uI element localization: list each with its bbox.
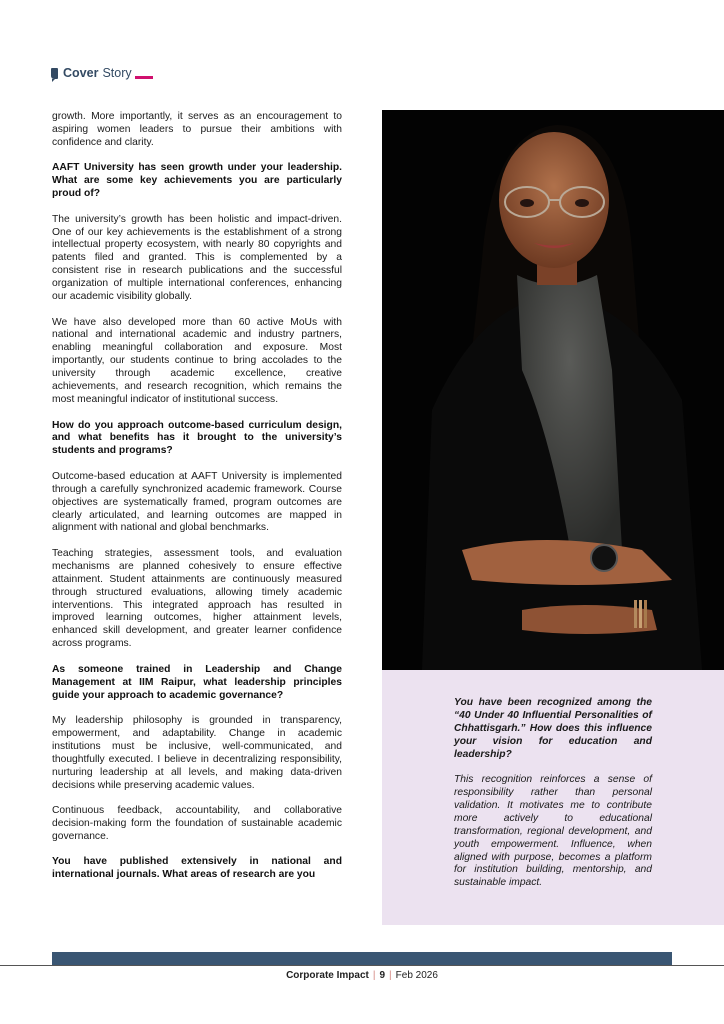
section-header xyxy=(51,66,153,80)
paragraph-answer: growth. More importantly, it serves as an encouragement to aspiring women leaders to pursue their ambitions with confidence and clarity. xyxy=(52,111,342,148)
page-footer xyxy=(0,970,724,981)
quote-mark-icon xyxy=(51,68,58,79)
paragraph-answer: Teaching strategies, assessment tools, and evaluation mechanisms are planned cohesively to ensure effective attainment. Student attainments are continuously measured through structured evaluations, allowing timely academic interventions. This integrated approach has resulted in improved learning outcomes, higher attainment levels, enhanced skill development, and greater learner confidence across programs. xyxy=(52,547,342,650)
sidebar-question: You have been recognized among the “40 Under 40 Influential Personalities of Chhattisgarh.” How does this influence your vision for education and leadership? xyxy=(454,697,652,760)
footer-separator: | xyxy=(389,970,392,981)
footer-band xyxy=(52,952,672,965)
paragraph-question: AAFT University has seen growth under your leadership. What are some key achievements you are particularly proud of? xyxy=(52,162,342,200)
portrait-photo xyxy=(382,110,724,670)
paragraph-answer: My leadership philosophy is grounded in transparency, empowerment, and adaptability. Change in academic institutions must be inclusive, well-communicated, and thoughtfully executed. I believe in decentralizing responsibility, nurturing leadership at all levels, and making data-driven decisions while preserving academic values. xyxy=(52,715,342,791)
paragraph-question: You have published extensively in national and international journals. What areas of research are you xyxy=(52,856,342,881)
section-label-light: Story xyxy=(102,66,132,80)
portrait-illustration xyxy=(382,110,724,670)
sidebar-answer: This recognition reinforces a sense of responsibility rather than personal validation. It motivates me to contribute more actively to educational transformation, regional development, and youth empowerment. Influence, when aligned with purpose, becomes a platform for institution building, mentorship, and sustainable impact. xyxy=(454,774,652,889)
article-body-left xyxy=(52,111,342,895)
footer-divider xyxy=(0,965,724,966)
publication-name: Corporate Impact xyxy=(286,970,369,981)
accent-underline xyxy=(135,76,153,79)
paragraph-question: As someone trained in Leadership and Change Management at IIM Raipur, what leadership principles guide your approach to academic governance? xyxy=(52,663,342,701)
sidebar-qa xyxy=(454,697,652,903)
footer-separator: | xyxy=(372,970,376,981)
issue-date: Feb 2026 xyxy=(395,970,438,981)
paragraph-question: How do you approach outcome-based curriculum design, and what benefits has it brought to the university’s students and programs? xyxy=(52,419,342,457)
page-number: 9 xyxy=(379,970,386,981)
section-label-bold: Cover xyxy=(63,66,99,80)
paragraph-answer: Continuous feedback, accountability, and collaborative decision-making form the foundation of sustainable academic governance. xyxy=(52,805,342,842)
paragraph-answer: We have also developed more than 60 active MoUs with national and international academic and industry partners, enabling meaningful collaboration and exposure. Most importantly, our students continue to bring accolades to the university through academic excellence, creative achievements, and research recognition, which remains the most meaningful indicator of institutional success. xyxy=(52,316,342,405)
paragraph-answer: Outcome-based education at AAFT University is implemented through a carefully synchronized academic framework. Course objectives are systematically framed, program outcomes are clearly articulated, and learning outcomes are mapped in alignment with national and global benchmarks. xyxy=(52,470,342,534)
paragraph-answer: The university’s growth has been holistic and impact-driven. One of our key achievements is the establishment of a strong intellectual property ecosystem, with nearly 80 copyrights and patents filed and granted. This is complemented by a consistent rise in research publications and the successful organization of multiple international conferences, enhancing our academic visibility globally. xyxy=(52,213,342,303)
